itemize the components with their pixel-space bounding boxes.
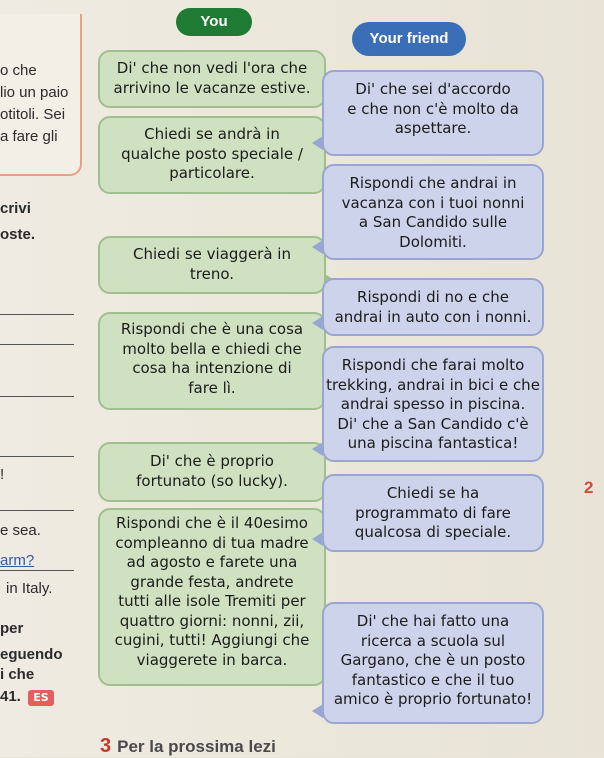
write-line — [0, 314, 74, 315]
friend-header: Your friend — [352, 22, 466, 56]
left-line: per — [0, 620, 24, 637]
left-line: a fare gli — [0, 128, 58, 145]
footer-heading — [100, 735, 276, 758]
friend-line-6: Di' che hai fatto una ricerca a scuola sul Gargano, che è un posto fantastico e che il tuo amico è proprio fortunato! — [322, 602, 544, 724]
you-line-2: Chiedi se andrà in qualche posto speciale / particolare. — [98, 116, 326, 194]
footer-text: Per la prossima lezi — [117, 737, 276, 756]
friend-line-3: Rispondi di no e che andrai in auto con i nonni. — [322, 278, 544, 336]
you-line-6: Rispondi che è il 40esimo compleanno di tua madre ad agosto e farete una grande festa, andrete tutti alle isole Tremiti per quattro giorni: nonni, zii, cugini, tutti! Aggiungi che viaggerete in barca. — [98, 508, 326, 686]
es-badge: ES — [28, 690, 54, 706]
friend-line-1: Di' che sei d'accordo e che non c'è molto da aspettare. — [322, 70, 544, 156]
friend-line-5: Chiedi se ha programmato di fare qualcosa di speciale. — [322, 474, 544, 552]
write-line — [0, 344, 74, 345]
left-line: 41. — [0, 688, 21, 705]
write-line — [0, 396, 74, 397]
exercise-number: 2 — [584, 478, 594, 497]
footer-number: 3 — [100, 735, 112, 757]
left-line: otitoli. Sei — [0, 106, 66, 123]
you-header: You — [176, 8, 252, 36]
left-line: lio un paio — [0, 84, 69, 101]
left-line: in Italy. — [6, 580, 53, 597]
left-line: oste. — [0, 226, 36, 243]
left-line: i che — [0, 666, 35, 683]
write-line — [0, 456, 74, 457]
left-line: arm? — [0, 552, 35, 569]
left-line: eguendo — [0, 646, 63, 663]
friend-line-4: Rispondi che farai molto trekking, andrai in bici e che andrai spesso in piscina. Di' che a San Candido c'è una piscina fantastica! — [322, 346, 544, 462]
you-line-3: Chiedi se viaggerà in treno. — [98, 236, 326, 294]
left-line: crivi — [0, 200, 31, 217]
left-line: ! — [0, 466, 5, 483]
you-line-1: Di' che non vedi l'ora che arrivino le vacanze estive. — [98, 50, 326, 108]
left-line: o che — [0, 62, 37, 79]
friend-line-2: Rispondi che andrai in vacanza con i tuoi nonni a San Candido sulle Dolomiti. — [322, 164, 544, 260]
write-line — [0, 510, 74, 511]
you-line-5: Di' che è proprio fortunato (so lucky). — [98, 442, 326, 502]
left-line: e sea. — [0, 522, 41, 539]
write-line — [0, 570, 74, 571]
you-line-4: Rispondi che è una cosa molto bella e chiedi che cosa ha intenzione di fare lì. — [98, 312, 326, 410]
